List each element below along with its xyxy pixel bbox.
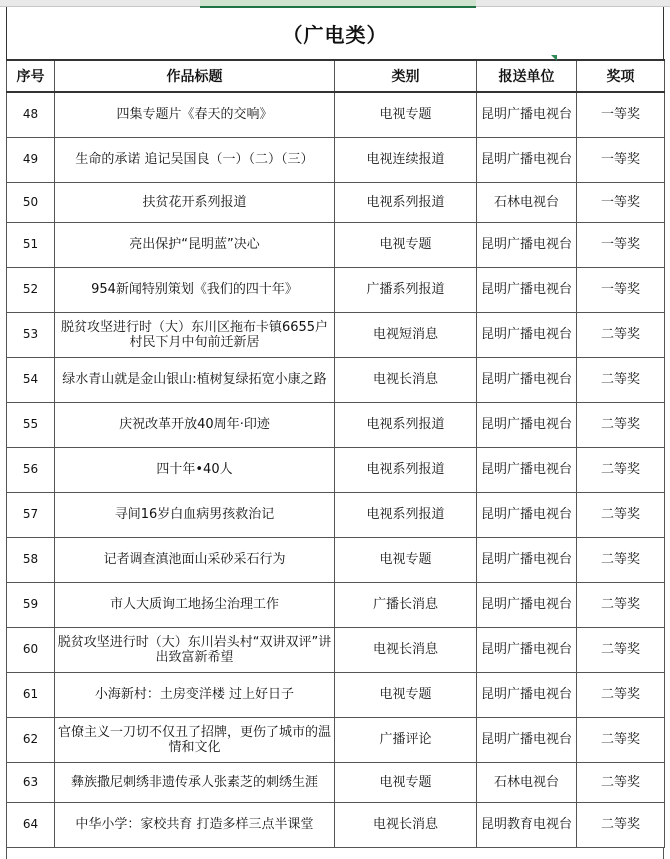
table-body bbox=[7, 92, 665, 847]
cell-unit[interactable]: 昆明广播电视台 bbox=[477, 627, 577, 672]
cell-unit[interactable]: 昆明广播电视台 bbox=[477, 492, 577, 537]
table-row bbox=[7, 182, 665, 222]
cell-unit[interactable]: 昆明广播电视台 bbox=[477, 402, 577, 447]
cell-title[interactable]: 记者调查滇池面山采砂采石行为 bbox=[55, 537, 335, 582]
cell-serial[interactable]: 51 bbox=[7, 222, 55, 267]
cell-award[interactable]: 二等奖 bbox=[577, 402, 665, 447]
cell-category[interactable]: 电视专题 bbox=[335, 762, 477, 802]
cell-unit[interactable]: 昆明广播电视台 bbox=[477, 312, 577, 357]
cell-serial[interactable]: 62 bbox=[7, 717, 55, 762]
cell-serial[interactable]: 63 bbox=[7, 762, 55, 802]
cell-title[interactable]: 亮出保护“昆明蓝”决心 bbox=[55, 222, 335, 267]
cell-category[interactable]: 电视系列报道 bbox=[335, 447, 477, 492]
cell-unit[interactable]: 昆明广播电视台 bbox=[477, 672, 577, 717]
cell-award[interactable]: 二等奖 bbox=[577, 492, 665, 537]
cell-unit[interactable]: 昆明广播电视台 bbox=[477, 267, 577, 312]
cell-title[interactable]: 寻间16岁白血病男孩救治记 bbox=[55, 492, 335, 537]
table-row bbox=[7, 357, 665, 402]
cell-title[interactable]: 彝族撒尼刺绣非遗传承人张素芝的刺绣生涯 bbox=[55, 762, 335, 802]
cell-award[interactable]: 二等奖 bbox=[577, 582, 665, 627]
cell-category[interactable]: 广播系列报道 bbox=[335, 267, 477, 312]
cell-category[interactable]: 广播长消息 bbox=[335, 582, 477, 627]
cell-category[interactable]: 电视专题 bbox=[335, 672, 477, 717]
cell-serial[interactable]: 61 bbox=[7, 672, 55, 717]
cell-serial[interactable]: 57 bbox=[7, 492, 55, 537]
cell-award[interactable]: 二等奖 bbox=[577, 672, 665, 717]
cell-unit[interactable]: 昆明广播电视台 bbox=[477, 537, 577, 582]
cell-title[interactable]: 中华小学：家校共育 打造多样三点半课堂 bbox=[55, 802, 335, 847]
header-category[interactable]: 类别 bbox=[335, 60, 477, 92]
cell-category[interactable]: 电视系列报道 bbox=[335, 492, 477, 537]
cell-serial[interactable]: 49 bbox=[7, 137, 55, 182]
cell-title[interactable]: 绿水青山就是金山银山:植树复绿拓宽小康之路 bbox=[55, 357, 335, 402]
cell-category[interactable]: 电视长消息 bbox=[335, 802, 477, 847]
cell-serial[interactable]: 64 bbox=[7, 802, 55, 847]
cell-award[interactable]: 一等奖 bbox=[577, 267, 665, 312]
cell-unit[interactable]: 昆明广播电视台 bbox=[477, 717, 577, 762]
cell-award[interactable]: 一等奖 bbox=[577, 182, 665, 222]
cell-unit[interactable]: 昆明广播电视台 bbox=[477, 92, 577, 137]
cell-serial[interactable]: 59 bbox=[7, 582, 55, 627]
cell-category[interactable]: 电视系列报道 bbox=[335, 182, 477, 222]
cell-serial[interactable]: 60 bbox=[7, 627, 55, 672]
table-row bbox=[7, 312, 665, 357]
award-table bbox=[6, 59, 665, 848]
table-row bbox=[7, 137, 665, 182]
award-sheet bbox=[6, 7, 664, 859]
cell-award[interactable]: 二等奖 bbox=[577, 537, 665, 582]
cell-unit[interactable]: 石林电视台 bbox=[477, 762, 577, 802]
sheet-title: （广电类） bbox=[6, 7, 664, 59]
cell-title[interactable]: 脱贫攻坚进行时（大）东川区拖布卡镇6655户村民下月中旬前迁新居 bbox=[55, 312, 335, 357]
header-row bbox=[7, 60, 665, 92]
cell-category[interactable]: 电视连续报道 bbox=[335, 137, 477, 182]
cell-award[interactable]: 二等奖 bbox=[577, 357, 665, 402]
table-row bbox=[7, 447, 665, 492]
cell-title[interactable]: 脱贫攻坚进行时（大）东川岩头村“双讲双评”讲出致富新希望 bbox=[55, 627, 335, 672]
header-award[interactable]: 奖项 bbox=[577, 60, 665, 92]
table-row bbox=[7, 627, 665, 672]
cell-unit[interactable]: 昆明广播电视台 bbox=[477, 137, 577, 182]
table-row bbox=[7, 92, 665, 137]
cell-award[interactable]: 二等奖 bbox=[577, 447, 665, 492]
cell-category[interactable]: 电视系列报道 bbox=[335, 402, 477, 447]
cell-award[interactable]: 一等奖 bbox=[577, 222, 665, 267]
table-row bbox=[7, 222, 665, 267]
cell-category[interactable]: 电视专题 bbox=[335, 92, 477, 137]
cell-award[interactable]: 二等奖 bbox=[577, 802, 665, 847]
cell-title[interactable]: 庆祝改革开放40周年·印迹 bbox=[55, 402, 335, 447]
table-row bbox=[7, 672, 665, 717]
cell-comment-marker bbox=[551, 55, 557, 61]
cell-unit[interactable]: 昆明广播电视台 bbox=[477, 357, 577, 402]
cell-category[interactable]: 电视短消息 bbox=[335, 312, 477, 357]
cell-award[interactable]: 一等奖 bbox=[577, 137, 665, 182]
cell-title[interactable]: 954新闻特别策划《我们的四十年》 bbox=[55, 267, 335, 312]
cell-award[interactable]: 二等奖 bbox=[577, 627, 665, 672]
cell-unit[interactable]: 石林电视台 bbox=[477, 182, 577, 222]
cell-serial[interactable]: 55 bbox=[7, 402, 55, 447]
cell-serial[interactable]: 54 bbox=[7, 357, 55, 402]
cell-award[interactable]: 二等奖 bbox=[577, 717, 665, 762]
header-unit[interactable]: 报送单位 bbox=[477, 60, 577, 92]
table-row bbox=[7, 267, 665, 312]
cell-category[interactable]: 电视长消息 bbox=[335, 357, 477, 402]
cell-unit[interactable]: 昆明广播电视台 bbox=[477, 447, 577, 492]
spreadsheet-column-strip bbox=[0, 0, 670, 7]
table-row bbox=[7, 582, 665, 627]
cell-unit[interactable]: 昆明广播电视台 bbox=[477, 222, 577, 267]
cell-category[interactable]: 电视专题 bbox=[335, 537, 477, 582]
next-row-partial bbox=[6, 848, 664, 859]
cell-serial[interactable]: 58 bbox=[7, 537, 55, 582]
cell-serial[interactable]: 56 bbox=[7, 447, 55, 492]
table-row bbox=[7, 802, 665, 847]
cell-title[interactable]: 官僚主义一刀切不仅丑了招牌，更伤了城市的温情和文化 bbox=[55, 717, 335, 762]
cell-title[interactable]: 市人大质询工地扬尘治理工作 bbox=[55, 582, 335, 627]
header-title[interactable]: 作品标题 bbox=[55, 60, 335, 92]
cell-category[interactable]: 电视长消息 bbox=[335, 627, 477, 672]
cell-serial[interactable]: 53 bbox=[7, 312, 55, 357]
header-serial[interactable]: 序号 bbox=[7, 60, 55, 92]
cell-serial[interactable]: 52 bbox=[7, 267, 55, 312]
cell-unit[interactable]: 昆明教育电视台 bbox=[477, 802, 577, 847]
cell-title[interactable]: 生命的承诺 追记吴国良（一）（二）（三） bbox=[55, 137, 335, 182]
cell-serial[interactable]: 50 bbox=[7, 182, 55, 222]
cell-award[interactable]: 二等奖 bbox=[577, 762, 665, 802]
table-row bbox=[7, 537, 665, 582]
cell-title[interactable]: 四集专题片《春天的交响》 bbox=[55, 92, 335, 137]
cell-award[interactable]: 二等奖 bbox=[577, 312, 665, 357]
cell-title[interactable]: 四十年•40人 bbox=[55, 447, 335, 492]
table-row bbox=[7, 402, 665, 447]
table-row bbox=[7, 492, 665, 537]
cell-unit[interactable]: 昆明广播电视台 bbox=[477, 582, 577, 627]
cell-category[interactable]: 广播评论 bbox=[335, 717, 477, 762]
cell-serial[interactable]: 48 bbox=[7, 92, 55, 137]
cell-title[interactable]: 小海新村：土房变洋楼 过上好日子 bbox=[55, 672, 335, 717]
cell-award[interactable]: 一等奖 bbox=[577, 92, 665, 137]
cell-title[interactable]: 扶贫花开系列报道 bbox=[55, 182, 335, 222]
cell-category[interactable]: 电视专题 bbox=[335, 222, 477, 267]
table-row bbox=[7, 762, 665, 802]
table-row bbox=[7, 717, 665, 762]
